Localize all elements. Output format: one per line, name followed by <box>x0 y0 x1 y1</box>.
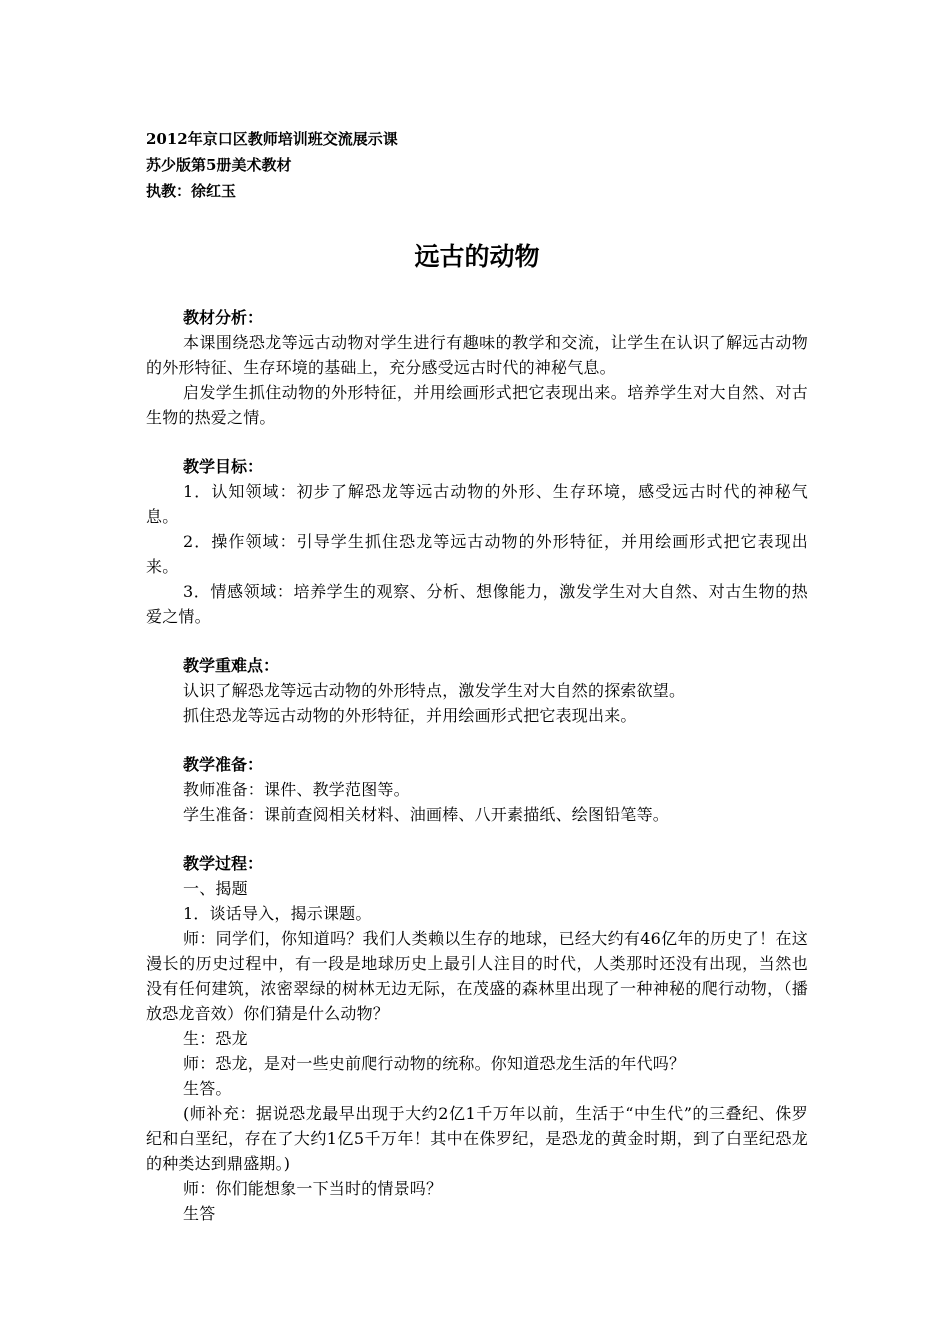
paragraph: 教师准备：课件、教学范图等。 <box>183 780 410 799</box>
section-heading: 教材分析： <box>183 308 264 327</box>
paragraph: 学生准备：课前查阅相关材料、油画棒、八开素描纸、绘图铅笔等。 <box>183 805 670 824</box>
section-heading: 教学过程： <box>183 854 264 873</box>
paragraph: 抓住恐龙等远古动物的外形特征，并用绘画形式把它表现出来。 <box>183 706 637 725</box>
paragraph: 1．谈话导入，揭示课题。 <box>183 904 372 923</box>
paragraph: 2．操作领域：引导学生抓住恐龙等远古动物的外形特征，并用绘画形式把它表现出来。 <box>146 532 808 576</box>
paragraph: 师：你们能想象一下当时的情景吗？ <box>183 1179 443 1198</box>
section-heading: 教学准备： <box>183 755 264 774</box>
header-teacher-line: 执教：徐红玉 <box>146 182 237 200</box>
paragraph: 师：同学们，你知道吗？我们人类赖以生存的地球，已经大约有46亿年的历史了！在这漫长的历史过程中，有一段是地球历史上最引人注目的时代，人类那时还没有出现，当然也没有任何建筑，浓密翠绿的树林无边无际，在茂盛的森林里出现了一种神秘的爬行动物，（播放恐龙音效）你们猜是什么动物？ <box>146 929 808 1023</box>
paragraph: 生：恐龙 <box>183 1029 248 1048</box>
header-event-line: 2012年京口区教师培训班交流展示课 <box>146 130 398 148</box>
paragraph: 3．情感领域：培养学生的观察、分析、想像能力，激发学生对大自然、对古生物的热爱之情。 <box>146 582 808 626</box>
paragraph: (师补充：据说恐龙最早出现于大约2亿1千万年以前，生活于“中生代”的三叠纪、侏罗纪和白垩纪，存在了大约1亿5千万年！其中在侏罗纪，是恐龙的黄金时期，到了白垩纪恐龙的种类达到鼎盛期。) <box>146 1104 808 1173</box>
section-heading: 教学重难点： <box>183 656 280 675</box>
document-page <box>146 126 808 1250</box>
paragraph: 本课围绕恐龙等远古动物对学生进行有趣味的教学和交流，让学生在认识了解远古动物的外形特征、生存环境的基础上，充分感受远古时代的神秘气息。 <box>146 333 808 377</box>
section-analysis <box>146 305 808 430</box>
paragraph: 生答。 <box>183 1079 232 1098</box>
section-preparation <box>146 752 808 827</box>
paragraph: 生答 <box>183 1204 216 1223</box>
paragraph: 认识了解恐龙等远古动物的外形特点，激发学生对大自然的探索欲望。 <box>183 681 686 700</box>
paragraph: 启发学生抓住动物的外形特征，并用绘画形式把它表现出来。培养学生对大自然、对古生物的热爱之情。 <box>146 383 808 427</box>
section-key-points <box>146 653 808 728</box>
paragraph: 一、揭题 <box>183 879 248 898</box>
lesson-title: 远古的动物 <box>414 242 540 271</box>
section-process <box>146 851 808 1226</box>
section-heading: 教学目标： <box>183 457 264 476</box>
paragraph: 师：恐龙，是对一些史前爬行动物的统称。你知道恐龙生活的年代吗？ <box>183 1054 686 1073</box>
header-textbook-line: 苏少版第5册美术教材 <box>146 156 292 174</box>
section-goals <box>146 454 808 629</box>
paragraph: 1．认知领域：初步了解恐龙等远古动物的外形、生存环境，感受远古时代的神秘气息。 <box>146 482 808 526</box>
